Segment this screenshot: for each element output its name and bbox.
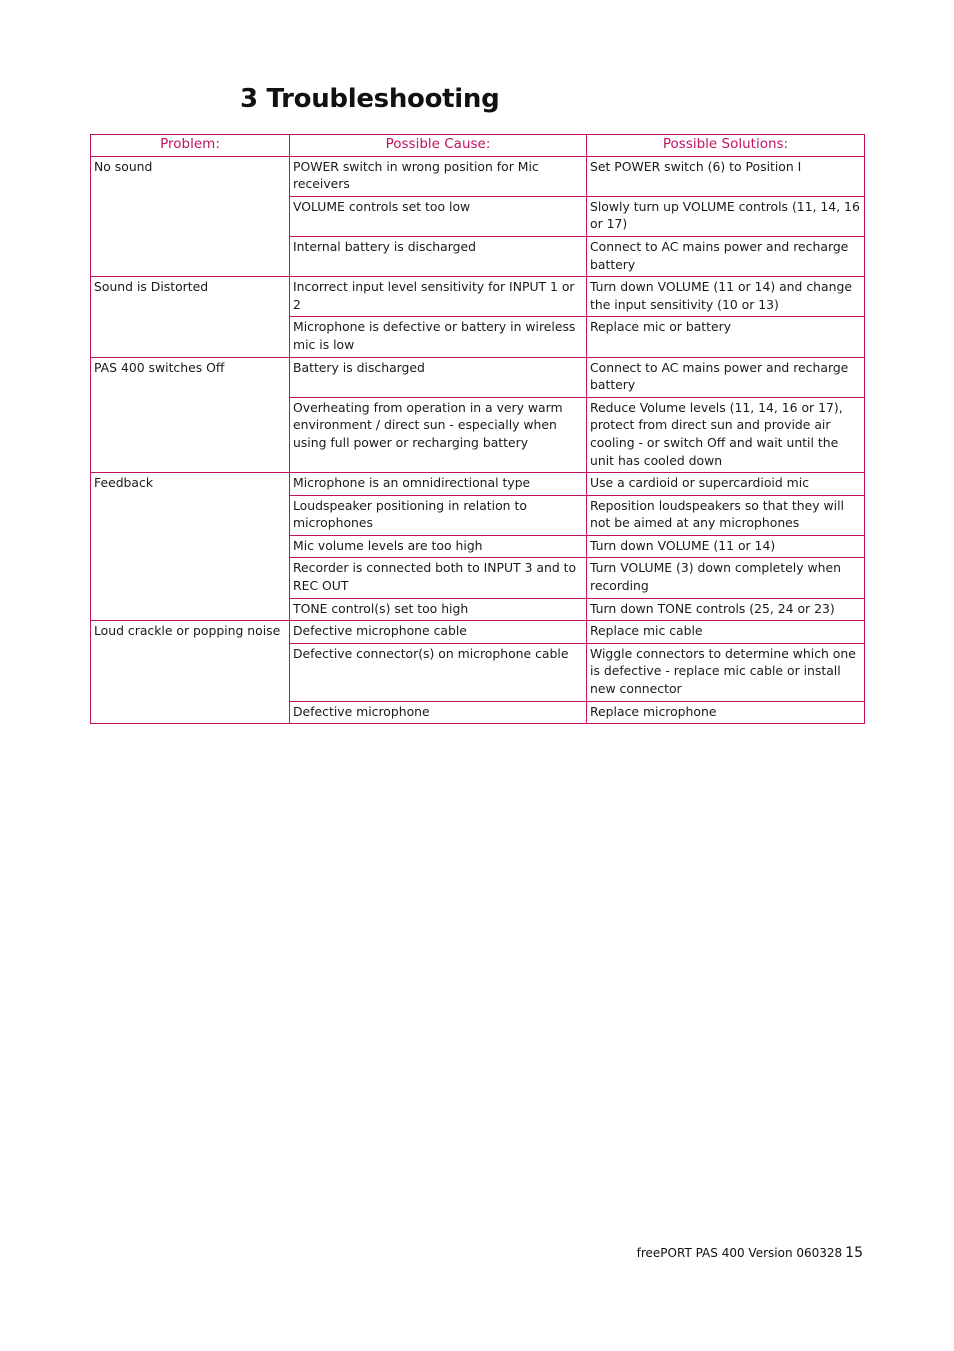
solution-cell: Connect to AC mains power and recharge battery — [587, 357, 865, 397]
cause-cell: Internal battery is discharged — [290, 236, 587, 276]
header-solution: Possible Solutions: — [587, 135, 865, 157]
table-header-row — [91, 135, 865, 157]
problem-cell: Loud crackle or popping noise — [91, 621, 290, 724]
solution-cell: Replace mic cable — [587, 621, 865, 644]
cause-cell: Mic volume levels are too high — [290, 535, 587, 558]
solution-cell: Reduce Volume levels (11, 14, 16 or 17), protect from direct sun and provide air cooling - or switch Off and wait until the unit has cooled down — [587, 397, 865, 472]
solution-cell: Reposition loudspeakers so that they will not be aimed at any microphones — [587, 495, 865, 535]
cause-cell: VOLUME controls set too low — [290, 196, 587, 236]
solution-cell: Wiggle connectors to determine which one is defective - replace mic cable or install new connector — [587, 643, 865, 701]
problem-cell: Sound is Distorted — [91, 277, 290, 357]
cause-cell: POWER switch in wrong position for Mic receivers — [290, 156, 587, 196]
solution-cell: Slowly turn up VOLUME controls (11, 14, 16 or 17) — [587, 196, 865, 236]
cause-cell: Loudspeaker positioning in relation to microphones — [290, 495, 587, 535]
cause-cell: Defective microphone cable — [290, 621, 587, 644]
problem-cell: PAS 400 switches Off — [91, 357, 290, 473]
cause-cell: TONE control(s) set too high — [290, 598, 587, 621]
cause-cell: Defective microphone — [290, 701, 587, 724]
table-row — [91, 156, 865, 196]
solution-cell: Replace microphone — [587, 701, 865, 724]
solution-cell: Turn down TONE controls (25, 24 or 23) — [587, 598, 865, 621]
problem-cell: No sound — [91, 156, 290, 277]
cause-cell: Microphone is an omnidirectional type — [290, 473, 587, 496]
footer-doc-version: freePORT PAS 400 Version 060328 — [636, 1246, 843, 1260]
page-number: 15 — [845, 1245, 863, 1261]
table-row — [91, 357, 865, 397]
cause-cell: Microphone is defective or battery in wireless mic is low — [290, 317, 587, 357]
solution-cell: Turn VOLUME (3) down completely when recording — [587, 558, 865, 598]
cause-cell: Defective connector(s) on microphone cable — [290, 643, 587, 701]
cause-cell: Recorder is connected both to INPUT 3 and to REC OUT — [290, 558, 587, 598]
cause-cell: Incorrect input level sensitivity for INPUT 1 or 2 — [290, 277, 587, 317]
table-row — [91, 473, 865, 496]
solution-cell: Set POWER switch (6) to Position I — [587, 156, 865, 196]
solution-cell: Turn down VOLUME (11 or 14) and change the input sensitivity (10 or 13) — [587, 277, 865, 317]
troubleshooting-table — [90, 134, 865, 724]
page-title: 3 Troubleshooting — [240, 84, 500, 114]
solution-cell: Replace mic or battery — [587, 317, 865, 357]
page-footer — [637, 1245, 863, 1261]
table-row — [91, 277, 865, 317]
solution-cell: Connect to AC mains power and recharge battery — [587, 236, 865, 276]
cause-cell: Overheating from operation in a very warm environment / direct sun - especially when using full power or recharging battery — [290, 397, 587, 472]
header-cause: Possible Cause: — [290, 135, 587, 157]
header-problem: Problem: — [91, 135, 290, 157]
problem-cell: Feedback — [91, 473, 290, 621]
solution-cell: Turn down VOLUME (11 or 14) — [587, 535, 865, 558]
table-row — [91, 621, 865, 644]
cause-cell: Battery is discharged — [290, 357, 587, 397]
solution-cell: Use a cardioid or supercardioid mic — [587, 473, 865, 496]
